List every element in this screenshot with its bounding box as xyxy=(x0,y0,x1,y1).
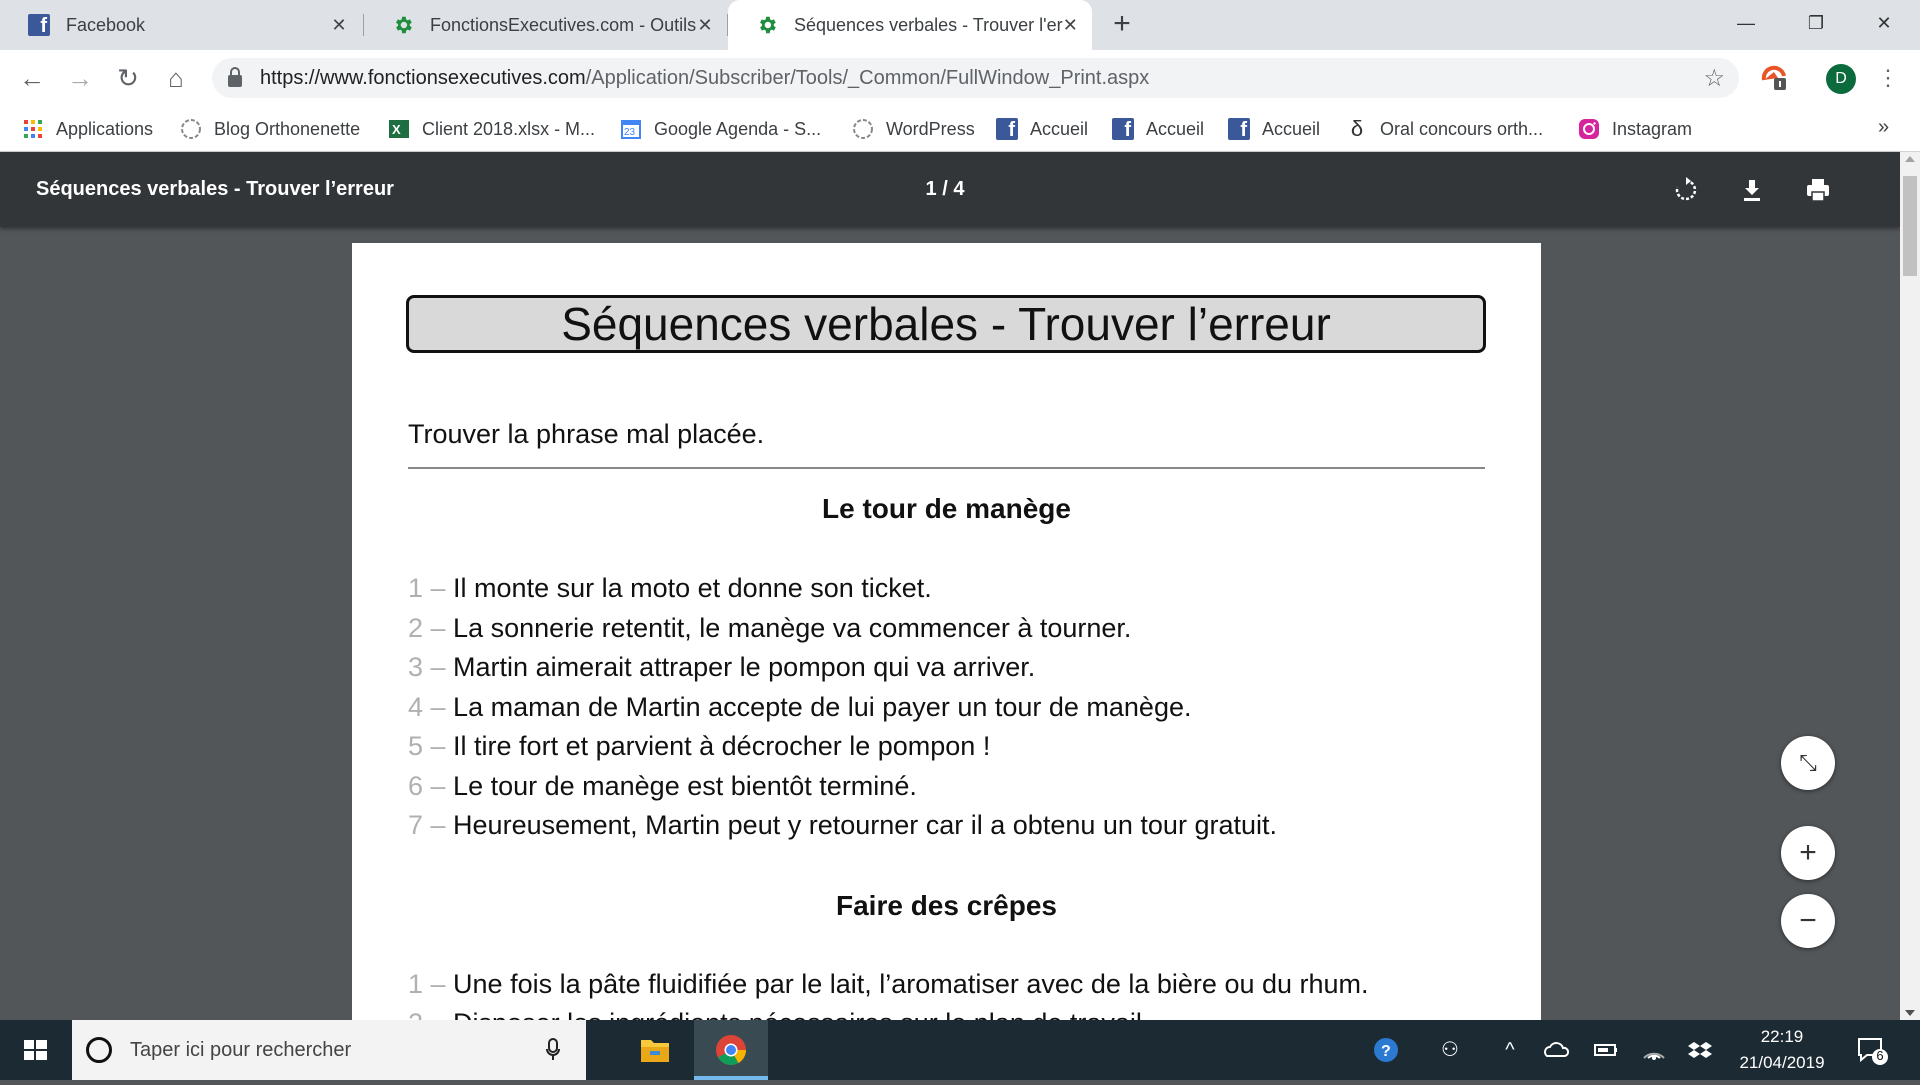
bookmark-label: Instagram xyxy=(1612,118,1693,139)
close-icon[interactable]: ✕ xyxy=(1062,14,1078,35)
people-icon[interactable]: ⚇ xyxy=(1441,1039,1459,1061)
bookmark-label: WordPress xyxy=(886,118,975,139)
battery-icon[interactable] xyxy=(1592,1036,1620,1064)
item-number: 5 – xyxy=(408,731,454,761)
back-button[interactable]: ← xyxy=(19,63,45,93)
notification-count: 6 xyxy=(1876,1048,1884,1063)
close-window-button[interactable]: ✕ xyxy=(1876,13,1892,33)
bookmark-label: Accueil xyxy=(1146,118,1205,139)
forward-button[interactable]: → xyxy=(67,63,93,93)
bookmark-wordpress[interactable] xyxy=(852,114,975,144)
bookmark-applications[interactable] xyxy=(22,114,153,144)
chrome-icon xyxy=(694,1020,768,1080)
item-text: Il tire fort et parvient à décrocher le pompon ! xyxy=(453,731,991,761)
delta-icon: δ xyxy=(1350,116,1364,141)
url-text[interactable] xyxy=(260,67,1703,90)
calendar-icon xyxy=(620,118,642,140)
folder-icon xyxy=(618,1020,692,1080)
facebook-icon: f xyxy=(996,118,1018,140)
facebook-icon: f xyxy=(1228,118,1250,140)
tab-title: Séquences verbales - Trouver l'er xyxy=(794,14,1063,35)
taskbar xyxy=(0,1020,1920,1080)
tab-fonctionsexecutives[interactable] xyxy=(364,0,728,50)
list-item xyxy=(408,573,932,604)
instruction-text: Trouver la phrase mal placée. xyxy=(408,419,765,449)
home-button[interactable]: ⌂ xyxy=(168,63,184,93)
cortana-icon xyxy=(86,1037,112,1063)
notification-center[interactable] xyxy=(1856,1036,1888,1066)
more-bookmarks-button[interactable]: » xyxy=(1878,116,1890,138)
bookmark-label: Blog Orthonenette xyxy=(214,118,361,139)
bookmark-blog-orthonenette[interactable] xyxy=(180,114,360,144)
page-counter: 1 / 4 xyxy=(925,178,965,200)
bookmark-accueil-3[interactable] xyxy=(1228,114,1320,144)
wifi-icon[interactable] xyxy=(1640,1036,1668,1064)
download-icon[interactable] xyxy=(1734,172,1770,208)
wordpress-icon xyxy=(852,118,874,140)
vertical-scrollbar[interactable] xyxy=(1900,152,1920,1020)
close-icon[interactable]: ✕ xyxy=(697,14,713,35)
tab-title: FonctionsExecutives.com - Outils xyxy=(430,14,697,35)
pdf-viewer-toolbar xyxy=(0,152,1900,227)
item-number: 3 – xyxy=(408,652,454,682)
search-placeholder: Taper ici pour rechercher xyxy=(130,1038,352,1061)
scrollbar-thumb[interactable] xyxy=(1903,176,1917,276)
gear-icon xyxy=(392,14,414,36)
reload-button[interactable]: ↻ xyxy=(117,63,139,93)
new-tab-button[interactable]: + xyxy=(1113,7,1131,40)
zoom-in-button[interactable]: + xyxy=(1781,826,1835,880)
address-bar[interactable] xyxy=(212,58,1739,98)
item-number: 1 – xyxy=(408,573,454,603)
bookmark-google-agenda[interactable] xyxy=(620,114,821,144)
svg-text:X: X xyxy=(392,122,401,137)
fit-page-button[interactable]: ⤡ xyxy=(1781,736,1835,790)
facebook-icon: f xyxy=(1112,118,1134,140)
bookmark-star-icon[interactable]: ☆ xyxy=(1703,64,1725,92)
scroll-down-arrow-icon[interactable] xyxy=(1905,1010,1915,1016)
chevron-up-icon[interactable]: ^ xyxy=(1505,1039,1515,1061)
list-item xyxy=(408,810,1277,841)
bookmark-instagram[interactable] xyxy=(1578,114,1692,144)
list-item xyxy=(408,969,1369,1000)
list-item xyxy=(408,771,917,802)
gear-icon xyxy=(756,14,778,36)
divider xyxy=(408,467,1485,469)
rotate-icon[interactable] xyxy=(1668,172,1704,208)
excel-icon xyxy=(388,118,410,140)
viewer-title: Séquences verbales - Trouver l’erreur xyxy=(36,178,394,200)
menu-dots-icon[interactable]: ⋮ xyxy=(1877,65,1899,90)
lock-icon xyxy=(228,75,242,87)
bookmark-client-2018[interactable] xyxy=(388,114,595,144)
dropbox-icon[interactable] xyxy=(1686,1036,1714,1064)
svg-text:?: ? xyxy=(1381,1043,1391,1060)
taskbar-chrome[interactable] xyxy=(694,1020,768,1080)
bookmark-label: Google Agenda - S... xyxy=(654,118,822,139)
item-text: La maman de Martin accepte de lui payer un tour de manège. xyxy=(453,692,1192,722)
bookmark-oral-concours[interactable] xyxy=(1346,114,1543,144)
item-text: La sonnerie retentit, le manège va commencer à tourner. xyxy=(453,613,1132,643)
browser-toolbar xyxy=(0,50,1920,106)
zoom-out-button[interactable]: − xyxy=(1781,894,1835,948)
minimize-button[interactable]: — xyxy=(1737,13,1755,33)
document-title: Séquences verbales - Trouver l’erreur xyxy=(406,295,1486,353)
tab-facebook[interactable] xyxy=(0,0,364,50)
extension-icon[interactable] xyxy=(1760,64,1788,92)
list-item xyxy=(408,692,1192,723)
instagram-icon xyxy=(1578,118,1600,140)
apps-grid-icon xyxy=(22,118,44,140)
bookmark-label: Applications xyxy=(56,118,154,139)
item-number: 2 – xyxy=(408,613,454,643)
clock-date[interactable]: 21/04/2019 xyxy=(1739,1053,1825,1072)
item-text: Une fois la pâte fluidifiée par le lait, l’aromatiser avec de la bière ou du rhum. xyxy=(453,969,1369,999)
bookmark-label: Client 2018.xlsx - M... xyxy=(422,118,596,139)
microphone-icon[interactable] xyxy=(546,1038,560,1062)
section-title: Le tour de manège xyxy=(822,493,1071,524)
bookmark-accueil-2[interactable] xyxy=(1112,114,1204,144)
item-text: Le tour de manège est bientôt terminé. xyxy=(453,771,917,801)
restore-button[interactable]: ❐ xyxy=(1807,13,1825,33)
item-number: 6 – xyxy=(408,771,454,801)
bookmark-label: Oral concours orth... xyxy=(1380,118,1544,139)
taskbar-file-explorer[interactable] xyxy=(618,1020,692,1080)
bookmark-label: Accueil xyxy=(1030,118,1089,139)
onedrive-icon[interactable] xyxy=(1542,1036,1570,1064)
list-item xyxy=(408,731,990,762)
url-host: https://www.fonctionsexecutives.com xyxy=(260,66,586,89)
bookmark-label: Accueil xyxy=(1262,118,1321,139)
item-number: 4 – xyxy=(408,692,454,722)
tab-sequences-verbales[interactable] xyxy=(728,0,1092,50)
scroll-up-arrow-icon[interactable] xyxy=(1905,156,1915,162)
bookmarks-bar xyxy=(0,106,1920,152)
item-text: Il monte sur la moto et donne son ticket. xyxy=(453,573,932,603)
blog-icon xyxy=(180,118,202,140)
bookmark-accueil-1[interactable] xyxy=(996,114,1088,144)
tab-title: Facebook xyxy=(66,14,146,35)
item-text: Heureusement, Martin peut y retourner car il a obtenu un tour gratuit. xyxy=(453,810,1277,840)
item-number: 1 – xyxy=(408,969,454,999)
pdf-page xyxy=(352,243,1541,1020)
section-title: Faire des crêpes xyxy=(835,890,1058,921)
close-icon[interactable]: ✕ xyxy=(331,14,347,35)
print-icon[interactable] xyxy=(1800,172,1836,208)
svg-text:23: 23 xyxy=(624,127,636,138)
windows-start-icon[interactable] xyxy=(0,1020,70,1080)
list-item xyxy=(408,613,1131,644)
url-path: /Application/Subscriber/Tools/_Common/FullWindow_Print.aspx xyxy=(585,66,1150,89)
tab-strip xyxy=(0,0,1920,50)
help-icon[interactable] xyxy=(1372,1036,1400,1064)
taskbar-search[interactable] xyxy=(72,1020,586,1080)
item-number: 7 – xyxy=(408,810,454,840)
item-text: Martin aimerait attraper le pompon qui va arriver. xyxy=(453,652,1036,682)
list-item xyxy=(408,652,1035,683)
facebook-icon: f xyxy=(28,14,50,36)
clock-time[interactable]: 22:19 xyxy=(1760,1027,1804,1046)
profile-avatar[interactable]: D xyxy=(1826,64,1856,94)
